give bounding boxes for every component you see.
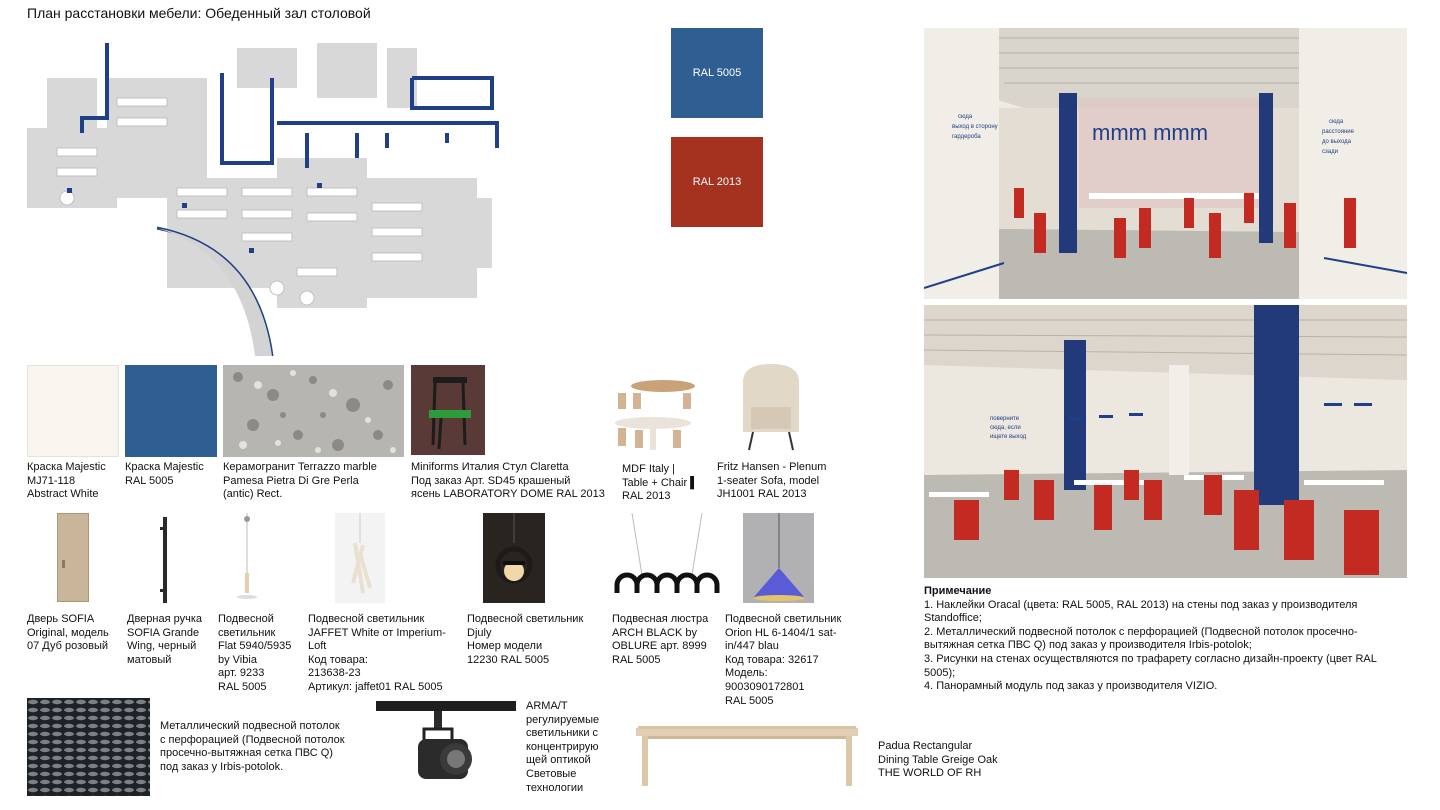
render-top-image [924,28,1407,299]
wall-text: сюда [958,114,973,120]
swatch-label: RAL 2013 [692,176,742,188]
djuly-pendant-image [483,513,545,603]
notes-heading: Примечание [924,585,992,597]
caption-mdf-table: MDF Italy | Table + Chair ▌ RAL 2013 [622,463,698,503]
wall-text: расстояние [1322,129,1354,135]
wall-text: гардероба [952,134,981,140]
wall-text: сзади [1322,149,1338,155]
note-item: 1. Наклейки Oracal (цвета: RAL 5005, RAL 2013) на стены под заказ у производителя Standoffice; [924,598,1358,625]
caption-paint-white: Краска Majestic MJ71-118 Abstract White [27,461,106,501]
wall-text: до выхода [1322,139,1351,145]
orion-pendant-image [743,513,814,603]
page-title: План расстановки мебели: Обеденный зал столовой [27,5,371,21]
caption-flat-pendant: Подвесной светильник Flat 5940/5935 by Vibia арт. 9233 RAL 5005 [218,613,292,693]
note-item: 4. Панорамный модуль под заказ у производителя VIZIO. [924,680,1218,693]
arma-track-light-image [376,697,516,789]
caption-door: Дверь SOFIA Original, модель 07 Дуб розовый [27,613,109,653]
note-item: 2. Металлический подвесной потолок с перфорацией (Подвесной потолок просечно-вытяжная сетка ПВС Q) под заказ у производителя Irbis-potolok; [924,625,1358,652]
arch-black-chandelier-image [612,513,722,603]
caption-door-handle: Дверная ручка SOFIA Grande Wing, черный матовый [127,613,203,666]
caption-jaffet: Подвесной светильник JAFFET White от Imperium- Loft Код товара: 213638-23 Артикул: jaffet01 RAL 5005 [308,613,446,693]
caption-padua: Padua Rectangular Dining Table Greige Oak THE WORLD OF RH [878,740,998,780]
svg-text:mmm mmm: mmm mmm [1092,120,1209,145]
caption-perforated-ceiling: Металлический подвесной потолок с перфорацией (Подвесной потолок просечно-вытяжная сетка ПВС Q) под заказ у Irbis-potolok. [160,720,345,773]
wall-text: сюда, если [990,425,1021,431]
caption-orion: Подвесной светильник Orion HL 6-1404/1 sat- in/447 blau Код товара: 32617 Модель: 9003090172801 RAL 5005 [725,613,842,707]
wall-text: поверните [990,416,1020,422]
padua-table-image [636,726,858,788]
mdf-table-chair-image [613,368,701,454]
floor-plan [27,38,512,356]
flat-pendant-image [232,513,262,603]
paint-white-swatch [27,365,119,457]
perforated-ceiling-texture [27,698,150,796]
swatch-ral2013 [671,137,763,227]
caption-arch-black: Подвесная люстра ARCH BLACK by OBLURE арт. 8999 RAL 5005 [612,613,709,666]
paint-ral5005-swatch [125,365,217,457]
wall-text: сюда [1329,119,1344,125]
swatch-ral5005 [671,28,763,118]
chair-claretta-image [411,365,485,455]
wall-text: выход в сторону [952,124,998,130]
caption-fritz-hansen: Fritz Hansen - Plenum 1-seater Sofa, model JH1001 RAL 2013 [717,461,827,501]
door-handle-image [160,517,170,603]
caption-paint-ral5005: Краска Majestic RAL 5005 [125,461,204,487]
caption-chair-claretta: Miniforms Италия Стул Claretta Под заказ Арт. SD45 крашеный ясень LABORATORY DOME RAL 2013 [411,461,605,501]
terrazzo-texture [223,365,404,457]
caption-djuly: Подвесной светильник Djuly Номер модели 12230 RAL 5005 [467,613,584,666]
fritz-hansen-sofa-image [733,362,809,454]
wall-text: ищете выход [990,434,1027,440]
caption-arma: ARMA/T регулируемые светильники с концентрирую щей оптикой Световые технологии [526,700,600,794]
caption-terrazzo: Керамогранит Terrazzo marble Pamesa Pietra Di Gre Perla (antic) Rect. [223,461,377,501]
render-bottom-image [924,305,1407,578]
jaffet-pendant-image [335,513,385,603]
swatch-label: RAL 5005 [692,67,742,79]
notes-block [924,585,1394,694]
note-item: 3. Рисунки на стенах осуществляются по трафарету согласно дизайн-проекту (цвет RAL 5005); [924,652,1377,679]
door-sofia-image [57,513,89,602]
